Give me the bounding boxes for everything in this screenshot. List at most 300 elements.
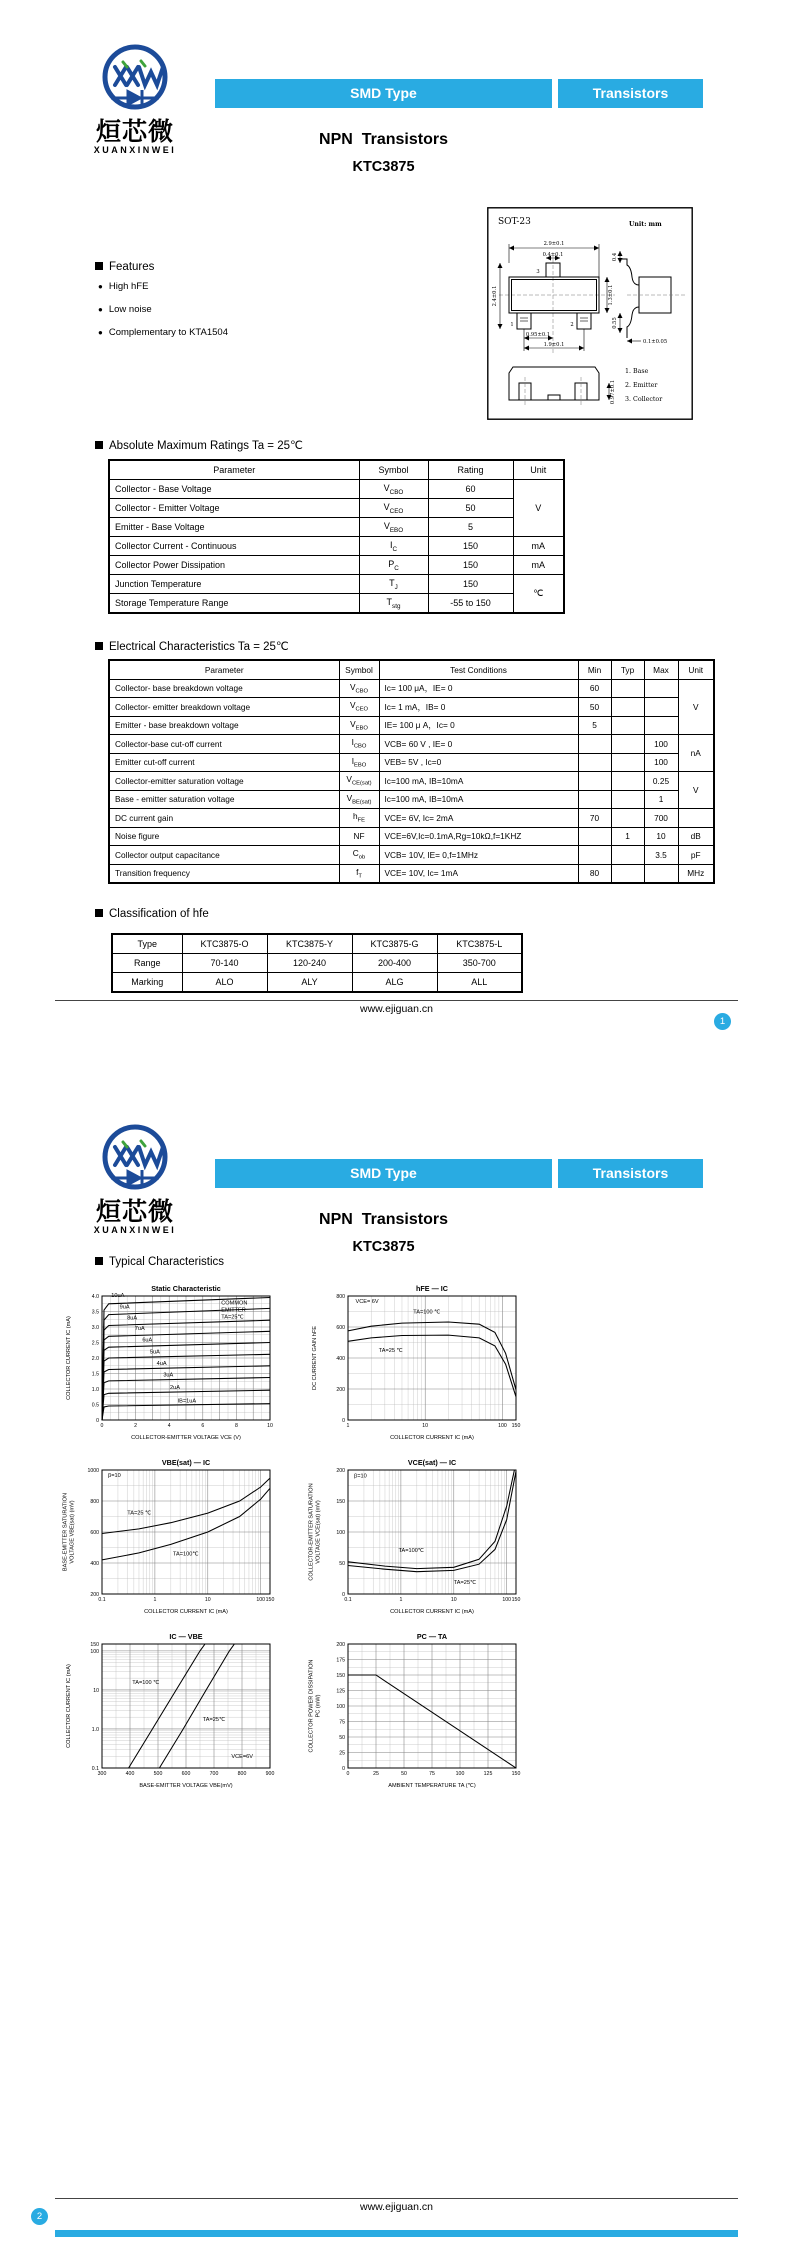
table-row	[109, 753, 714, 772]
y-tick-label: 200	[336, 1642, 345, 1648]
table-row	[109, 735, 714, 754]
part-number: KTC3875	[352, 159, 415, 175]
x-tick-label: 2	[134, 1423, 138, 1429]
annotation: TA=100℃	[398, 1547, 425, 1554]
chart-svg-hfe-ic	[306, 1282, 526, 1448]
annotation: 10uA	[111, 1292, 125, 1299]
header-cell: Unit	[678, 660, 714, 679]
cell: $h_{FE}$	[339, 809, 379, 828]
cell	[611, 809, 644, 828]
x-axis-label: COLLECTOR CURRENT IC (mA)	[144, 1609, 228, 1615]
cell: 5	[578, 716, 611, 735]
page-number-badge: 2	[31, 2208, 48, 2225]
annotation: 4uA	[156, 1360, 167, 1367]
annotation: TA=25℃	[202, 1716, 226, 1723]
cell: VCB= 10V, IE= 0,f=1MHz	[379, 846, 578, 865]
cell: 0.25	[644, 772, 678, 791]
pin-legend-emitter: 2. Emitter	[625, 382, 658, 389]
table-row	[109, 790, 714, 809]
cell: 60	[578, 679, 611, 698]
y-tick-label: 150	[336, 1673, 345, 1679]
annotation: VCE= 6V	[355, 1298, 379, 1305]
chart-title: hFE — IC	[416, 1284, 448, 1293]
header-cell: Test Conditions	[379, 660, 578, 679]
cell: Storage Temperature Range	[109, 594, 359, 614]
cell: Range	[112, 954, 182, 973]
x-tick-label: 10	[204, 1597, 211, 1603]
cell: 150	[428, 537, 513, 556]
y-tick-label: 50	[339, 1561, 345, 1567]
x-axis-label: AMBIENT TEMPERATURE TA (℃)	[388, 1783, 476, 1789]
annotation: 2uA	[170, 1385, 180, 1391]
cell: 1	[644, 790, 678, 809]
annotation: EMITTER	[221, 1307, 246, 1314]
part-number: KTC3875	[352, 1239, 415, 1255]
feature-item: ● High hFE	[98, 281, 149, 292]
logo-xxw-letters	[115, 67, 163, 85]
header-cell: Symbol	[339, 660, 379, 679]
header-cell: KTC3875-O	[182, 934, 267, 954]
cell: 50	[578, 698, 611, 717]
x-axis-label: BASE-EMITTER VOLTAGE VBE(mV)	[139, 1783, 233, 1789]
chart-static-characteristic	[60, 1282, 280, 1448]
cell: Collector-base cut-off current	[109, 735, 339, 754]
y-tick-label: 400	[90, 1561, 99, 1567]
table-row	[109, 499, 564, 518]
cell	[611, 753, 644, 772]
y-axis-label: COLLECTOR CURRENT IC (mA)	[66, 1316, 72, 1400]
cell: VCE= 10V, Ic= 1mA	[379, 864, 578, 883]
dim-label: 1.3±0.1	[608, 284, 614, 306]
table-row	[109, 846, 714, 865]
cell: $V_{BE(sat)}$	[339, 790, 379, 809]
cell: 120-240	[267, 954, 352, 973]
chart-title: VBE(sat) — IC	[161, 1458, 211, 1467]
annotation: IB=1uA	[177, 1398, 197, 1405]
y-tick-label: 175	[336, 1657, 345, 1664]
annotation: VCE=6V	[231, 1754, 253, 1761]
chart-svg-vcesat-ic	[306, 1456, 526, 1622]
y-tick-label: 25	[339, 1750, 345, 1757]
x-tick-label: 10	[450, 1597, 457, 1603]
logo-chinese-name: 烜芯微	[95, 1198, 174, 1226]
y-tick-label: 200	[336, 1387, 345, 1393]
y-tick-label: 1.0	[91, 1387, 99, 1393]
footer-url: www.ejiguan.cn	[360, 1003, 433, 1015]
cell: Emitter - Base Voltage	[109, 518, 359, 537]
cell	[578, 735, 611, 754]
cell	[644, 698, 678, 717]
y-tick-label: 600	[90, 1530, 99, 1536]
x-tick-label: 10	[267, 1423, 273, 1429]
x-tick-label: 150	[511, 1771, 521, 1777]
pin-legend-base: 1. Base	[625, 368, 649, 375]
y-tick-label: 2.5	[91, 1340, 99, 1347]
x-tick-label: 0	[346, 1771, 350, 1777]
cell: Ic=100 mA, IB=10mA	[379, 772, 578, 791]
circle-bullet-icon: ●	[98, 282, 103, 291]
table-row	[109, 480, 564, 499]
x-tick-label: 100	[256, 1597, 266, 1603]
y-tick-label: 10	[93, 1687, 99, 1694]
banner-smd-type	[215, 79, 552, 108]
cell: Collector- emitter breakdown voltage	[109, 698, 339, 717]
cell	[611, 679, 644, 698]
pin-number: 3	[536, 269, 540, 275]
cell: $T_{stg}$	[359, 594, 428, 614]
table-row	[109, 809, 714, 828]
banner-transistors-label: Transistors	[592, 85, 669, 101]
cell: $I_{EBO}$	[339, 753, 379, 772]
cell: $V_{CBO}$	[359, 480, 428, 499]
annotation: TA=100 ℃	[413, 1309, 441, 1316]
cell: VCE=6V,Ic=0.1mA,Rg=10kΩ,f=1KHZ	[379, 827, 578, 846]
square-bullet-icon	[95, 262, 103, 270]
cell: Ic= 100 μA，IE= 0	[379, 679, 578, 698]
y-tick-label: 0.5	[91, 1402, 99, 1409]
cell: VEB= 5V , Ic=0	[379, 753, 578, 772]
y-axis-label: VOLTAGE VCE(sat) (mV)	[315, 1500, 322, 1564]
cell: $V_{CBO}$	[339, 679, 379, 698]
logo-chinese-name: 烜芯微	[95, 118, 174, 146]
table-row	[109, 518, 564, 537]
table-row	[109, 827, 714, 846]
absolute-maximum-ratings-table	[108, 459, 565, 614]
cell: 150	[428, 575, 513, 594]
cell: VCE= 6V, Ic= 2mA	[379, 809, 578, 828]
cell: V	[678, 772, 714, 809]
cell	[644, 716, 678, 735]
feature-item: ● Complementary to KTA1504	[98, 327, 229, 338]
cell: 10	[644, 827, 678, 846]
cell: Base - emitter saturation voltage	[109, 790, 339, 809]
logo-english-name: XUANXINWEI	[93, 1225, 177, 1235]
cell: Collector- base breakdown voltage	[109, 679, 339, 698]
cell: Ic=100 mA, IB=10mA	[379, 790, 578, 809]
y-tick-label: 0.1	[91, 1766, 99, 1772]
x-tick-label: 75	[429, 1771, 435, 1777]
cell: 150	[428, 556, 513, 575]
table-row	[109, 556, 564, 575]
x-tick-label: 1	[399, 1597, 403, 1603]
y-axis-label: COLLECTOR POWER DISSIPATION	[308, 1659, 315, 1753]
table-row	[112, 934, 522, 954]
cell	[611, 735, 644, 754]
chart-title: VCE(sat) — IC	[407, 1458, 457, 1467]
y-tick-label: 100	[90, 1648, 99, 1655]
table-row	[109, 679, 714, 698]
banner-smd-type-label: SMD Type	[350, 85, 417, 101]
header-cell: Typ	[611, 660, 644, 679]
footer-accent-bar	[55, 2230, 738, 2237]
chart-ic-vs-vbe	[60, 1630, 280, 1796]
cell	[644, 864, 678, 883]
table-row	[109, 575, 564, 594]
cell: Ic= 1 mA，IB= 0	[379, 698, 578, 717]
cell: Noise figure	[109, 827, 339, 846]
cell: IE= 100 μ A，Ic= 0	[379, 716, 578, 735]
cell: ALY	[267, 973, 352, 993]
doc-title: NPN Transistors	[319, 1211, 448, 1228]
cell: NF	[339, 827, 379, 846]
header-cell: Parameter	[109, 660, 339, 679]
x-tick-label: 100	[455, 1771, 465, 1777]
chart-vcesat-vs-ic	[306, 1456, 526, 1622]
y-tick-label: 3.5	[91, 1309, 99, 1316]
cell: Collector Current - Continuous	[109, 537, 359, 556]
x-tick-label: 900	[265, 1771, 275, 1777]
chart-svg-ic-vbe	[60, 1630, 280, 1796]
cell: 60	[428, 480, 513, 499]
cell: $I_C$	[359, 537, 428, 556]
header-cell: KTC3875-G	[352, 934, 437, 954]
table-row	[112, 954, 522, 973]
y-tick-label: 2.0	[91, 1356, 99, 1362]
x-tick-label: 700	[209, 1771, 219, 1777]
x-tick-label: 4	[167, 1423, 171, 1429]
dim-label: 2.4±0.1	[492, 285, 498, 307]
x-tick-label: 0.1	[344, 1597, 352, 1603]
cell: Emitter cut-off current	[109, 753, 339, 772]
cell: 3.5	[644, 846, 678, 865]
x-tick-label: 1	[153, 1597, 157, 1603]
banner-transistors-label: Transistors	[592, 1165, 669, 1181]
electrical-characteristics-table	[108, 659, 715, 884]
features-heading: Features	[95, 261, 154, 273]
cell: mA	[513, 556, 564, 575]
x-tick-label: 500	[153, 1771, 163, 1777]
dim-label: 2.9±0.1	[543, 241, 565, 247]
page-1	[0, 0, 793, 1080]
x-tick-label: 0	[100, 1423, 104, 1429]
y-tick-label: 150	[336, 1499, 345, 1505]
feature-item: ● Low noise	[98, 304, 152, 315]
classification-heading: Classification of hfe	[95, 908, 209, 920]
x-tick-label: 100	[498, 1423, 507, 1429]
y-tick-label: 1.5	[91, 1371, 99, 1378]
x-tick-label: 6	[201, 1423, 205, 1429]
package-unit: Unit: mm	[629, 221, 662, 228]
header-cell: Rating	[428, 460, 513, 480]
cell: Collector - Base Voltage	[109, 480, 359, 499]
table-row	[109, 698, 714, 717]
cell: Collector Power Dissipation	[109, 556, 359, 575]
company-logo-icon	[95, 42, 175, 116]
cell: V	[678, 679, 714, 735]
y-tick-label: 800	[336, 1294, 345, 1300]
pin-legend-collector: 3. Collector	[625, 396, 663, 403]
header-cell: Unit	[513, 460, 564, 480]
package-drawing	[487, 207, 693, 420]
cell	[611, 790, 644, 809]
square-bullet-icon	[95, 441, 103, 449]
header-cell: KTC3875-Y	[267, 934, 352, 954]
cell: mA	[513, 537, 564, 556]
cell: dB	[678, 827, 714, 846]
y-tick-label: 3.0	[91, 1325, 99, 1331]
table-row	[109, 460, 564, 480]
y-tick-label: 0	[342, 1766, 345, 1772]
banner-transistors	[558, 1159, 703, 1188]
cell: 50	[428, 499, 513, 518]
y-tick-label: 50	[339, 1735, 345, 1741]
typical-characteristics-heading: Typical Characteristics	[95, 1256, 224, 1268]
y-tick-label: 75	[339, 1719, 345, 1726]
annotation: TA=25℃	[453, 1580, 477, 1587]
y-tick-label: 4.0	[91, 1294, 99, 1300]
y-axis-label: COLLECTOR-EMITTER SATURATION	[308, 1483, 315, 1581]
cell: $V_{CE(sat)}$	[339, 772, 379, 791]
x-tick-label: 600	[181, 1771, 191, 1777]
y-tick-label: 1.0	[91, 1726, 99, 1733]
annotation: 8uA	[127, 1315, 138, 1322]
square-bullet-icon	[95, 909, 103, 917]
page-2	[0, 1080, 793, 2244]
cell: $C_{ob}$	[339, 846, 379, 865]
cell	[578, 827, 611, 846]
y-tick-label: 200	[90, 1592, 99, 1598]
x-tick-label: 300	[97, 1771, 107, 1777]
dim-label: 0.55	[612, 317, 618, 329]
cell: Emitter - base breakdown voltage	[109, 716, 339, 735]
y-axis-label: COLLECTOR CURRENT IC (mA)	[66, 1664, 72, 1748]
cell: V	[513, 480, 564, 537]
header-cell: KTC3875-L	[437, 934, 522, 954]
banner-transistors	[558, 79, 703, 108]
cell	[578, 790, 611, 809]
cell: $I_{CBO}$	[339, 735, 379, 754]
circle-bullet-icon: ●	[98, 305, 103, 314]
dim-label: 0.1±0.05	[643, 339, 668, 345]
cell: VCB= 60 V , IE= 0	[379, 735, 578, 754]
cell: DC current gain	[109, 809, 339, 828]
hfe-classification-table	[111, 933, 523, 993]
table-row	[109, 864, 714, 883]
footer-rule	[55, 1000, 738, 1001]
x-tick-label: 50	[401, 1771, 407, 1777]
cell: 200-400	[352, 954, 437, 973]
cell: 350-700	[437, 954, 522, 973]
x-tick-label: 0.1	[98, 1597, 106, 1603]
cell	[578, 753, 611, 772]
banner-smd-type	[215, 1159, 552, 1188]
cell: 80	[578, 864, 611, 883]
curve-TA=100C	[348, 1470, 514, 1569]
cell: MHz	[678, 864, 714, 883]
curve-TA=100C	[348, 1322, 516, 1390]
logo-xxw-letters	[115, 1147, 163, 1165]
circle-bullet-icon: ●	[98, 328, 103, 337]
pin-number: 1	[510, 322, 514, 328]
cell: 100	[644, 735, 678, 754]
cell: $f_T$	[339, 864, 379, 883]
y-tick-label: 200	[336, 1468, 345, 1474]
cell: $T_J$	[359, 575, 428, 594]
table-row	[109, 772, 714, 791]
annotation: 3uA	[163, 1372, 174, 1379]
annotation: TA=25℃	[221, 1314, 244, 1321]
footer-url: www.ejiguan.cn	[360, 2201, 433, 2213]
header-cell: Min	[578, 660, 611, 679]
dim-label: 0.4±0.1	[542, 252, 564, 258]
dim-label: 0.4	[612, 252, 618, 262]
y-tick-label: 100	[336, 1530, 345, 1536]
annotation: TA=100℃	[173, 1551, 199, 1558]
x-tick-label: 125	[483, 1771, 493, 1777]
annotation: TA=25 ℃	[127, 1510, 152, 1517]
cell: nA	[678, 735, 714, 772]
x-tick-label: 150	[511, 1597, 521, 1603]
hfe-classification-table	[111, 933, 523, 993]
y-tick-label: 1000	[87, 1468, 99, 1474]
cell: pF	[678, 846, 714, 865]
absolute-maximum-ratings-table	[108, 459, 565, 614]
cell	[611, 772, 644, 791]
annotation: β=10	[108, 1472, 121, 1479]
chart-title: IC — VBE	[169, 1632, 203, 1641]
cell	[644, 679, 678, 698]
x-tick-label: 10	[422, 1423, 429, 1429]
cell: 1	[611, 827, 644, 846]
y-axis-label: PC (mW)	[315, 1694, 322, 1718]
y-tick-label: 0	[342, 1592, 345, 1598]
cell	[678, 809, 714, 828]
y-tick-label: 600	[336, 1325, 345, 1331]
chart-vbesat-vs-ic	[60, 1456, 280, 1622]
package-name: SOT-23	[498, 217, 531, 227]
dim-label: 1.9±0.1	[543, 342, 565, 348]
table-row	[109, 660, 714, 679]
curve-TA=25C	[348, 1335, 516, 1397]
annotation: 9uA	[119, 1304, 130, 1311]
table-row	[109, 537, 564, 556]
cell: ALL	[437, 973, 522, 993]
company-logo-icon	[95, 1122, 175, 1196]
doc-title: NPN Transistors	[319, 131, 448, 148]
y-axis-label: BASE-EMITTER SATURATION	[62, 1492, 69, 1572]
cell: Collector output capacitance	[109, 846, 339, 865]
cell: Transition frequency	[109, 864, 339, 883]
chart-svg-pc-ta	[306, 1630, 526, 1796]
x-axis-label: COLLECTOR CURRENT IC (mA)	[390, 1609, 474, 1615]
page-number-badge: 1	[714, 1013, 731, 1030]
cell	[611, 864, 644, 883]
y-tick-label: 400	[336, 1356, 345, 1362]
electrical-characteristics-table	[108, 659, 715, 884]
x-tick-label: 800	[237, 1771, 247, 1777]
cell: $V_{CEO}$	[339, 698, 379, 717]
x-tick-label: 150	[511, 1423, 521, 1429]
annotation: 5uA	[149, 1349, 160, 1356]
table-row	[109, 594, 564, 614]
square-bullet-icon	[95, 642, 103, 650]
chart-title: Static Characteristic	[151, 1284, 221, 1293]
header-cell: Type	[112, 934, 182, 954]
x-tick-label: 8	[234, 1423, 238, 1429]
table-row	[112, 973, 522, 993]
x-axis-label: COLLECTOR CURRENT IC (mA)	[390, 1435, 474, 1441]
cell	[611, 716, 644, 735]
cell: Collector-emitter saturation voltage	[109, 772, 339, 791]
cell: -55 to 150	[428, 594, 513, 614]
y-tick-label: 100	[336, 1704, 345, 1710]
cell: ℃	[513, 575, 564, 614]
chart-title: PC — TA	[416, 1632, 448, 1641]
header-cell: Parameter	[109, 460, 359, 480]
cell: $P_C$	[359, 556, 428, 575]
header-cell: Max	[644, 660, 678, 679]
y-axis-label: VOLTAGE VBE(sat) (mV)	[69, 1500, 76, 1564]
